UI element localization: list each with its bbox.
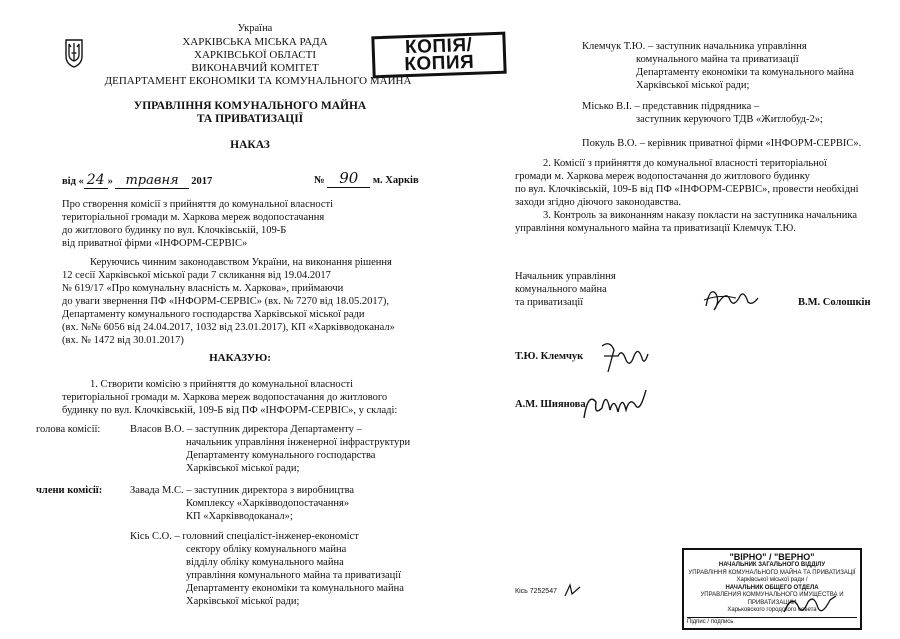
verno-stamp-line: Харьковского городского совета: [727, 607, 817, 613]
copy-stamp-line2: КОПИЯ: [404, 51, 475, 76]
copy-stamp: [371, 32, 506, 79]
order-date: [62, 174, 212, 188]
coat-of-arms-icon: [64, 38, 84, 68]
item-2-line: заходи згідно діючого законодавства.: [515, 197, 682, 208]
office-title-line2: ТА ПРИВАТИЗАЦІЇ: [196, 113, 304, 125]
handwritten-initials: [562, 582, 584, 600]
signoff-line: Начальник управління: [515, 271, 616, 282]
executor-note: Кісь 7252547: [515, 588, 557, 595]
member-line: сектору обліку комунального майна: [186, 544, 347, 555]
item-2-line: громади м. Харкова мереж водопостачання до житлового будинку: [515, 171, 810, 182]
signoff-line: та приватизації: [515, 297, 584, 308]
commission-head: [130, 423, 410, 475]
copy-stamp-line1: КОПІЯ/: [404, 34, 473, 59]
preamble-line: (вх. № 1472 від 30.01.2017): [62, 335, 184, 346]
order-date-prefix: від «: [62, 176, 84, 187]
item-3: [515, 209, 871, 235]
member-line: комунального майна та приватизації: [636, 54, 799, 65]
head-label: голова комісії:: [36, 424, 101, 435]
signoff-position: [515, 270, 616, 309]
head-line: Власов В.О. – заступник директора Департаменту –: [130, 424, 362, 435]
subject-line: до житлового будинку по вул. Клочківській, 109-Б: [62, 225, 287, 236]
order-year: 2017: [191, 176, 213, 187]
subject-line: від приватної фірми «ІНФОРМ-СЕРВІС»: [62, 238, 248, 249]
item-3-line: 3. Контроль за виконанням наказу покласти на заступника начальника: [543, 210, 857, 221]
preamble-line: 12 сесії Харківської міської ради 7 скликання від 19.04.2017: [62, 270, 331, 281]
item-1: [62, 378, 418, 417]
order-city: м. Харків: [372, 175, 419, 186]
member-line: КП «Харківводоканал»;: [186, 511, 293, 522]
member-line: управління комунального майна та приватизації: [186, 570, 402, 581]
commission-member-4: [582, 100, 823, 126]
item-3-line: управління комунального майна та приватизації Клемчук Т.Ю.: [515, 223, 796, 234]
signoff-line: комунального майна: [515, 284, 607, 295]
order-number-label: №: [314, 175, 325, 186]
member-line: Кісь С.О. – головний спеціаліст-інженер-економіст: [130, 531, 359, 542]
verno-stamp-line: Харківської міської ради /: [736, 577, 808, 583]
nakazuyu-heading: НАКАЗУЮ:: [209, 352, 271, 364]
item-1-line: 1. Створити комісію з прийняття до комунальної власності: [90, 379, 354, 390]
verno-stamp-sign-label: Підпис / подпись: [687, 617, 857, 627]
signoff-name: В.М. Солошкін: [798, 297, 871, 308]
verno-stamp-line: УПРАВЛІННЯ КОМУНАЛЬНОГО МАЙНА ТА ПРИВАТИЗАЦІЇ: [688, 569, 856, 576]
handwritten-signature: [580, 382, 650, 426]
order-subject: [62, 198, 333, 250]
order-number: [314, 169, 419, 187]
verno-stamp-line: НАЧАЛЬНИК ОБЩЕГО ОТДЕЛА: [725, 584, 819, 591]
member-line: Харківської міської ради;: [636, 80, 750, 91]
member-line: заступник керуючого ТДВ «Житлобуд-2»;: [636, 114, 823, 125]
preamble-line: до уваги звернення ПФ «ІНФОРМ-СЕРВІС» (вх. № 7270 від 18.05.2017),: [62, 296, 390, 307]
order-month: травня: [115, 173, 188, 189]
subject-line: територіальної громади м. Харкова мереж водопостачання: [62, 212, 325, 223]
verno-stamp-title: "ВІРНО" / "ВЕРНО": [729, 552, 815, 562]
handwritten-signature: [780, 590, 840, 620]
member-line: Харківської міської ради;: [186, 596, 300, 607]
item-2-line: по вул. Клочківській, 109-Б від ПФ «ІНФОРМ-СЕРВІС», провести необхідні: [515, 184, 859, 195]
member-line: Завада М.С. – заступник директора з виробництва: [130, 485, 355, 496]
head-line: Харківської міської ради;: [186, 463, 300, 474]
approval-name: А.М. Шиянова: [515, 399, 586, 410]
approval-name: Т.Ю. Клемчук: [515, 351, 584, 362]
preamble-line: № 619/17 «Про комунальну власність м. Харкова», приймаючи: [62, 283, 344, 294]
member-line: Місько В.І. – представник підрядника –: [582, 101, 760, 112]
head-line: начальник управління інженерної інфраструктури: [186, 437, 411, 448]
item-2-line: 2. Комісії з прийняття до комунальної власності територіальної: [543, 158, 827, 169]
header-country: Україна: [237, 23, 273, 34]
member-line: відділу обліку комунального майна: [186, 557, 344, 568]
order-day: 24: [84, 172, 108, 189]
head-line: Департаменту комунального господарства: [186, 450, 376, 461]
handwritten-signature: [700, 280, 760, 316]
commission-member-1: [130, 484, 354, 523]
order-date-mid: »: [107, 176, 113, 187]
header-region: ХАРКІВСЬКОЇ ОБЛАСТІ: [194, 49, 316, 61]
item-1-line: будинку по вул. Клочківській, 109-Б від ПФ «ІНФОРМ-СЕРВІС», у складі:: [62, 405, 398, 416]
commission-member-2: [130, 530, 404, 608]
members-label: члени комісії:: [36, 485, 103, 496]
commission-member-5: Покуль В.О. – керівник приватної фірми «ІНФОРМ-СЕРВІС».: [582, 138, 862, 149]
item-1-line: територіальної громади м. Харкова мереж водопостачання до житлового: [62, 392, 388, 403]
verno-stamp-line: НАЧАЛЬНИК ЗАГАЛЬНОГО ВІДДІЛУ: [718, 562, 826, 568]
preamble-line: Департаменту комунального господарства Харківської міської ради: [62, 309, 365, 320]
handwritten-signature: [596, 338, 651, 374]
order-number-value: 90: [327, 169, 370, 188]
commission-member-3: [582, 40, 854, 92]
member-line: Комплексу «Харківводопостачання»: [186, 498, 350, 509]
preamble-line: (вх. №№ 6056 від 24.04.2017, 1032 від 23.01.2017), КП «Харківводоканал»: [62, 322, 395, 333]
preamble: [62, 256, 418, 347]
item-2: [515, 157, 871, 209]
office-title-line1: УПРАВЛІННЯ КОМУНАЛЬНОГО МАЙНА: [133, 100, 367, 112]
header-committee: ВИКОНАВЧИЙ КОМІТЕТ: [191, 62, 319, 74]
doc-type-title: НАКАЗ: [230, 139, 270, 151]
verno-stamp-line: УПРАВЛЕНИЯ КОММУНАЛЬНОГО ИМУЩЕСТВА И ПРИВАТИЗАЦИИ: [700, 592, 844, 606]
header-council: ХАРКІВСЬКА МІСЬКА РАДА: [182, 36, 328, 48]
header-department: ДЕПАРТАМЕНТ ЕКОНОМІКИ ТА КОМУНАЛЬНОГО МАЙНА: [104, 75, 412, 87]
preamble-line: Керуючись чинним законодавством України, на виконання рішення: [90, 257, 392, 268]
member-line: Департаменту економіки та комунального майна: [186, 583, 404, 594]
subject-line: Про створення комісії з прийняття до комунальної власності: [62, 199, 334, 210]
member-line: Клемчук Т.Ю. – заступник начальника управління: [582, 41, 807, 52]
member-line: Департаменту економіки та комунального майна: [636, 67, 854, 78]
